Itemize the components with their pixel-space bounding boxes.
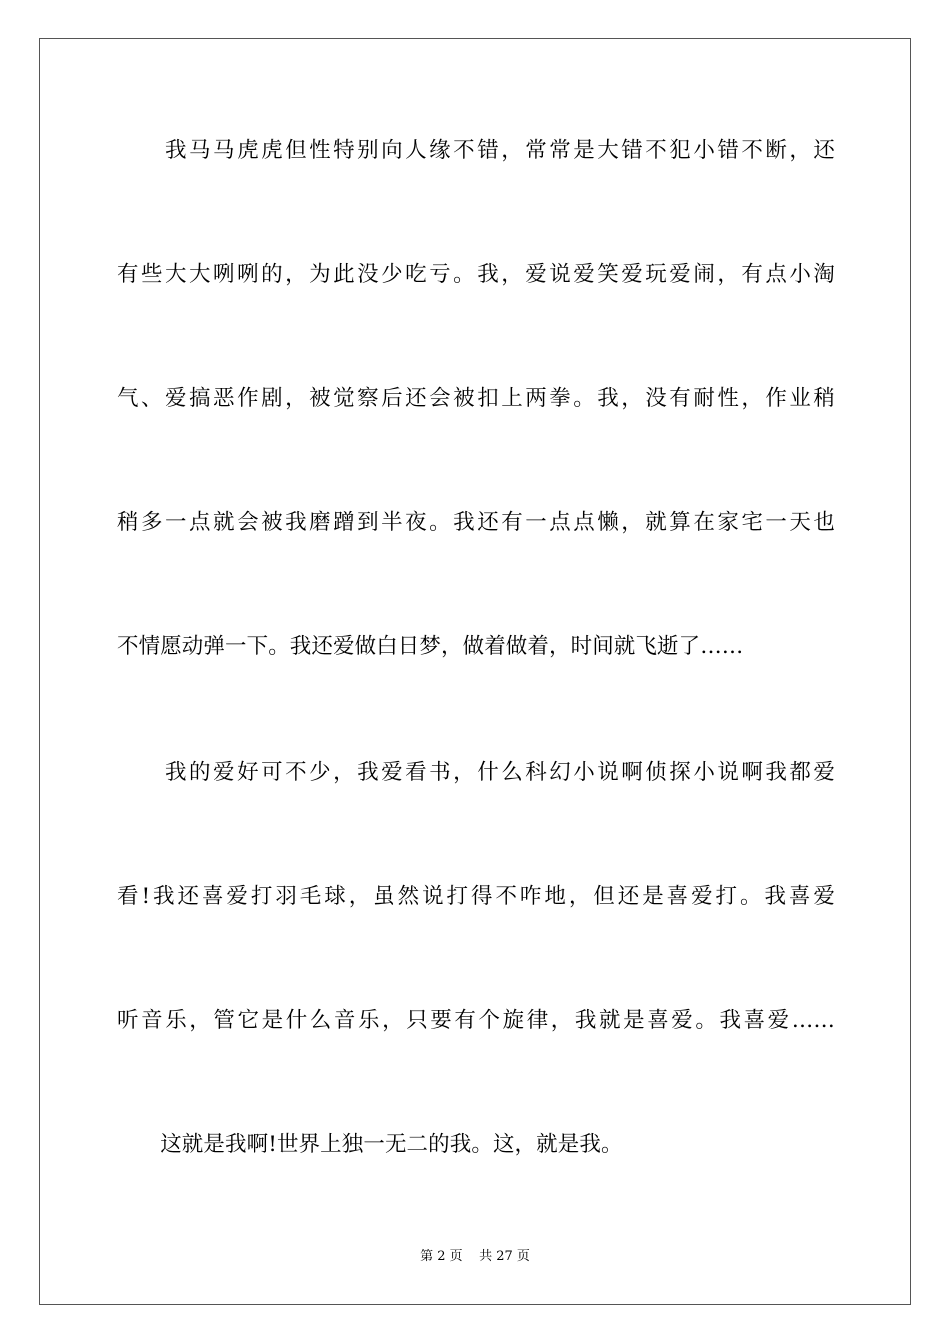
text-line-4: 稍多一点就会被我磨蹭到半夜。我还有一点点懒，就算在家宅一天也 (117, 510, 835, 535)
text-line-8: 听音乐，管它是什么音乐，只要有个旋律，我就是喜爱。我喜爱…… (117, 1008, 835, 1033)
text-line-6: 我的爱好可不少，我爱看书，什么科幻小说啊侦探小说啊我都爱 (117, 760, 835, 785)
text-line-9: 这就是我啊!世界上独一无二的我。这，就是我。 (117, 1132, 623, 1157)
page-footer: 第 2 页 共 27 页 (420, 1249, 530, 1264)
text-line-2: 有些大大咧咧的，为此没少吃亏。我，爱说爱笑爱玩爱闹，有点小淘 (117, 262, 835, 287)
text-line-5: 不情愿动弹一下。我还爱做白日梦，做着做着，时间就飞逝了…… (117, 634, 744, 659)
text-line-7: 看!我还喜爱打羽毛球，虽然说打得不咋地，但还是喜爱打。我喜爱 (117, 884, 835, 909)
text-line-3: 气、爱搞恶作剧，被觉察后还会被扣上两拳。我，没有耐性，作业稍 (117, 386, 835, 411)
page-frame (39, 38, 911, 1305)
text-line-1: 我马马虎虎但性特别向人缘不错，常常是大错不犯小错不断，还 (117, 138, 835, 163)
